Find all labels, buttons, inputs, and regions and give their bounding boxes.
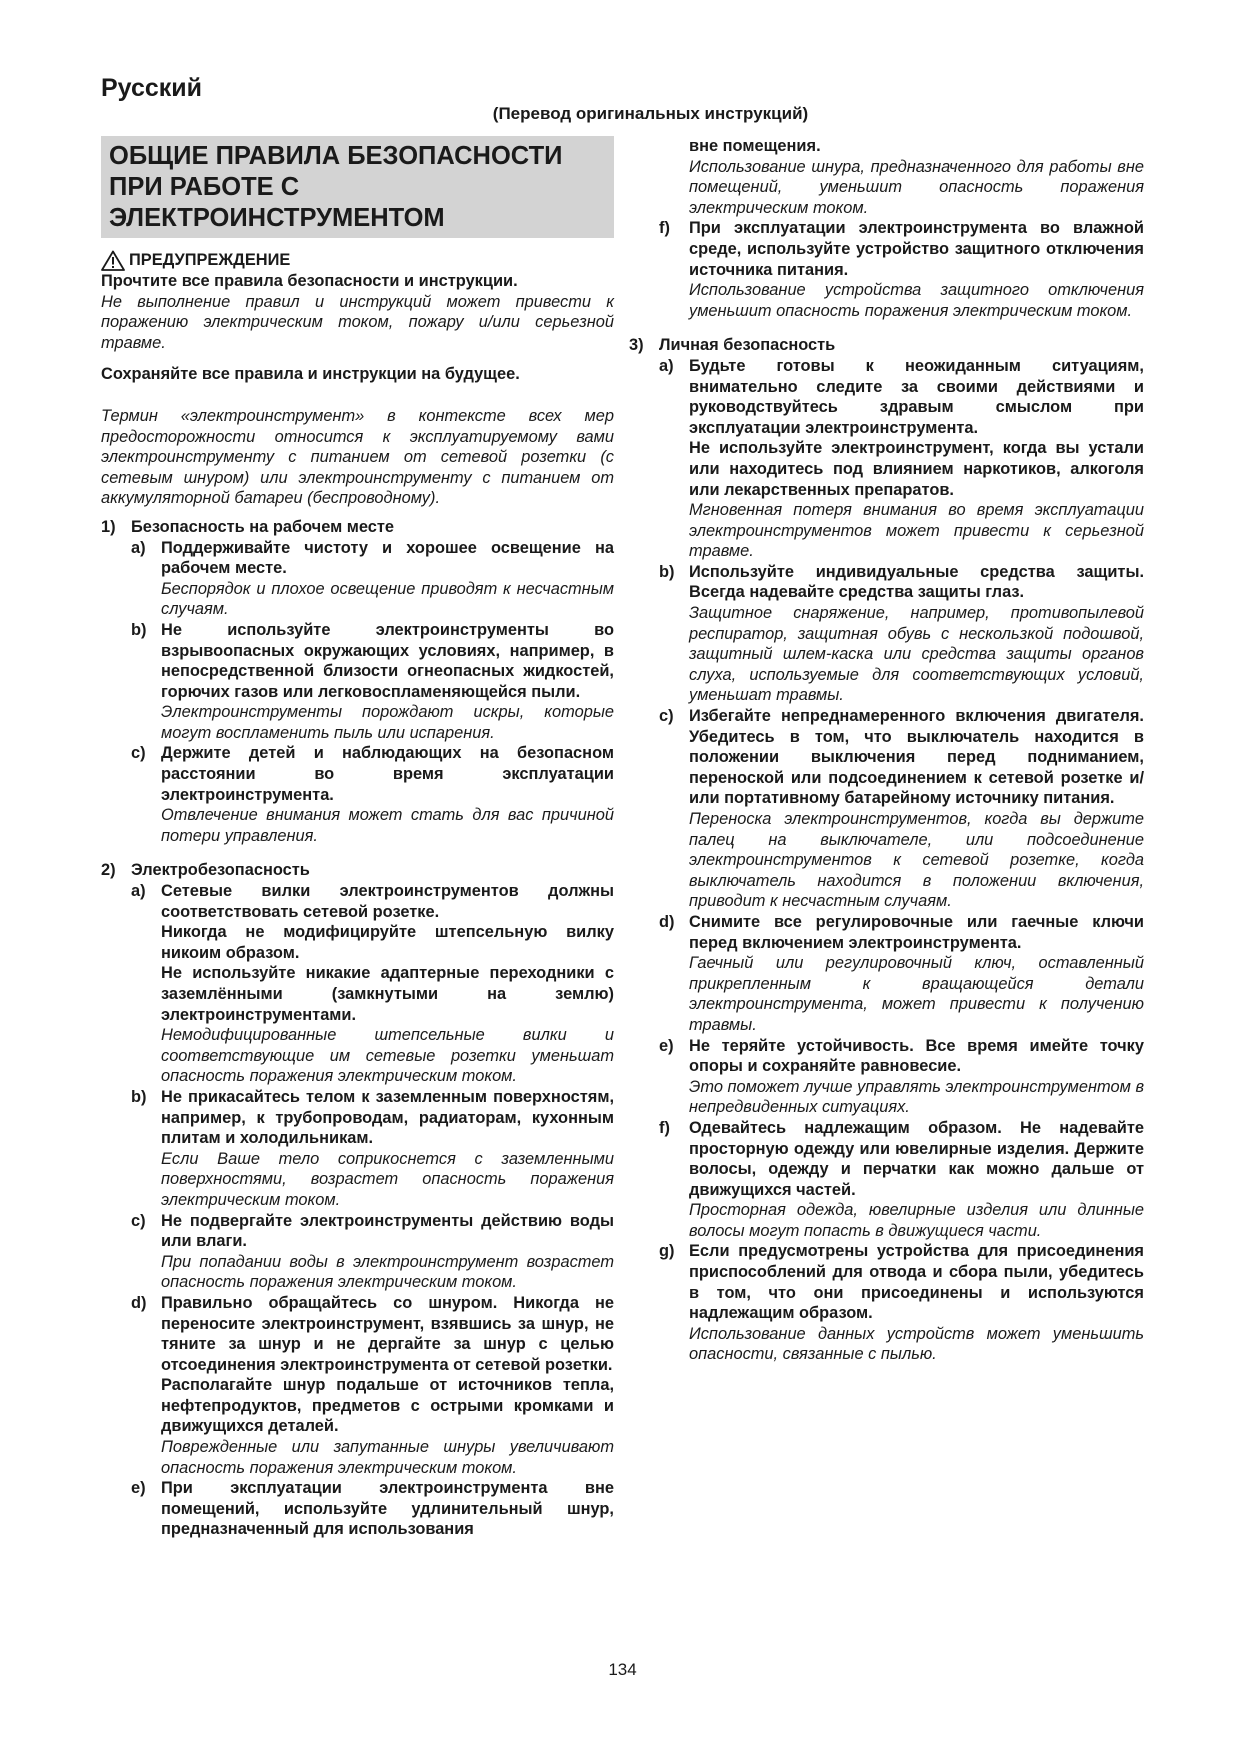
item-italic: Защитное снаряжение, например, противопылевой респиратор, защитная обувь с нескользкой подошвой, защитный шлем-каска или средства защиты органов слуха, используемые для соответствующих условий, уменьшат травмы. [689, 604, 1144, 705]
section-2-heading [101, 860, 614, 881]
item-letter: d) [131, 1293, 147, 1312]
item-bold: Будьте готовы к неожиданным ситуациям, внимательно следите за своими действиями и руководствуйтесь здравым смыслом при эксплуатации электроинструмента. [689, 356, 1144, 437]
section-title-text: Безопасность на рабочем месте [131, 517, 395, 536]
item-bold: Сетевые вилки электроинструментов должны соответствовать сетевой розетке. [161, 882, 614, 921]
item-letter: a) [131, 882, 146, 901]
list-item [659, 1241, 1144, 1365]
item-bold: Поддерживайте чистоту и хорошее освещение на рабочем месте. [161, 538, 614, 578]
list-item [659, 1036, 1144, 1118]
right-column [629, 136, 1144, 1365]
section-number: 3) [629, 336, 644, 355]
item-bold: Не прикасайтесь телом к заземленным поверхностям, например, к трубопроводам, радиаторам, кухонным плитам и холодильникам. [161, 1087, 614, 1148]
warning-label: ПРЕДУПРЕЖДЕНИЕ [129, 251, 291, 270]
save-note: Сохраняйте все правила и инструкции на будущее. [101, 365, 520, 384]
list-item [659, 218, 1144, 321]
item-bold: Если предусмотрены устройства для присоединения приспособлений для отвода и сбора пыли, убедитесь в том, что они присоединены и используются надлежащим образом. [689, 1242, 1144, 1323]
item-letter: a) [131, 538, 146, 557]
warning-triangle-icon [101, 250, 125, 271]
item-bold: Избегайте непреднамеренного включения двигателя. Убедитесь в том, что выключатель находится в положении выключения перед подниманием, переноской или подсоединением к сетевой розетке и/или портативному батарейному источнику питания. [689, 707, 1144, 808]
item-letter: f) [659, 1118, 670, 1137]
item-letter: a) [659, 356, 674, 375]
item-italic: Переноска электроинструментов, когда вы держите палец на выключателе, или подсоединение электроинструментов к сетевой розетке, когда выключатель находится в положении включения, приводит к несчастным случаям. [689, 810, 1144, 911]
item-bold: При эксплуатации электроинструмента во влажной среде, используйте устройство защитного отключения источника питания. [689, 219, 1144, 279]
item-bold: Располагайте шнур подальше от источников тепла, нефтепродуктов, предметов с острыми кромками и движущихся деталей. [161, 1376, 614, 1436]
item-italic: Мгновенная потеря внимания во время эксплуатации электроинструментов может привести к серьезной травме. [689, 501, 1144, 561]
item-italic: Использование данных устройств может уменьшить опасности, связанные с пылью. [689, 1324, 1144, 1364]
item-bold: Не используйте электроинструменты во взрывоопасных окружающих условиях, например, в непосредственной близости огнеопасных жидкостей, горючих газов или легковоспламеняющейся пыли. [161, 620, 614, 701]
warning-bold-text: Прочтите все правила безопасности и инструкции. [101, 272, 518, 290]
section-1-heading [101, 517, 614, 538]
item-italic: Использование шнура, предназначенного для работы вне помещений, уменьшит опасность поражения электрическим током. [689, 157, 1144, 217]
item-italic: Если Ваше тело соприкоснется с заземленными поверхностями, возрастет опасность поражения электрическим током. [161, 1149, 614, 1209]
list-item [131, 881, 614, 1087]
item-bold: При эксплуатации электроинструмента вне помещений, используйте удлинительный шнур, предназначенный для использования [161, 1479, 614, 1539]
item-letter: g) [659, 1242, 675, 1261]
item-italic: Гаечный или регулировочный ключ, оставленный прикрепленным к вращающейся детали электроинструмента, может привести к получению травмы. [689, 954, 1144, 1034]
item-letter: c) [131, 744, 146, 763]
item-bold: Правильно обращайтесь со шнуром. Никогда не переносите электроинструмент, взявшись за шнур, не тяните за шнур и не дергайте за шнур с целью отсоединения электроинструмента от сетевой розетки. [161, 1293, 614, 1374]
item-italic: Использование устройства защитного отключения уменьшит опасность поражения электрическим током. [689, 281, 1144, 320]
list-item [659, 562, 1144, 706]
item-letter: e) [659, 1036, 674, 1055]
item-italic: Немодифицированные штепсельные вилки и соответствующие им сетевые розетки уменьшат опасность поражения электрическим током. [161, 1026, 614, 1086]
section-title-text: Электробезопасность [131, 861, 310, 880]
item-letter: b) [131, 1087, 147, 1106]
section-3-heading [629, 335, 1144, 356]
item-letter: d) [659, 912, 675, 931]
list-item [131, 538, 614, 620]
term-note: Термин «электроинструмент» в контексте всех мер предосторожности относится к эксплуатируемому вами электроинструменту с питанием от сетевой розетки (с сетевым шнуром) или электроинструменту с питанием от аккумуляторной батареи (беспроводному). [101, 406, 614, 508]
section-number: 1) [101, 517, 116, 536]
warning-heading [101, 250, 614, 271]
page-number: 134 [608, 1660, 637, 1679]
list-item [659, 1118, 1144, 1242]
translation-note: (Перевод оригинальных инструкций) [492, 104, 809, 123]
item-letter: f) [659, 219, 670, 238]
item-italic: Поврежденные или запутанные шнуры увеличивают опасность поражения электрическим током. [161, 1438, 614, 1477]
list-item-continued [689, 136, 1144, 218]
item-italic: Отвлечение внимания может стать для вас причиной потери управления. [161, 806, 614, 845]
item-bold: Не используйте электроинструмент, когда вы устали или находитесь под влиянием наркотиков, алкоголя или лекарственных препаратов. [689, 439, 1144, 499]
list-item [131, 743, 614, 846]
item-bold: Не подвергайте электроинструменты действию воды или влаги. [161, 1211, 614, 1251]
item-bold: Не теряйте устойчивость. Все время имейте точку опоры и сохраняйте равновесие. [689, 1036, 1144, 1076]
item-italic: Беспорядок и плохое освещение приводят к несчастным случаям. [161, 579, 614, 619]
item-bold: вне помещения. [689, 137, 821, 155]
item-italic: Электроинструменты порождают искры, которые могут воспламенить пыль или испарения. [161, 703, 614, 742]
section-title-text: Личная безопасность [659, 336, 836, 355]
item-letter: b) [131, 620, 147, 639]
section-number: 2) [101, 861, 116, 880]
left-column [101, 136, 614, 1540]
item-italic: Просторная одежда, ювелирные изделия или длинные волосы могут попасть в движущиеся части. [689, 1201, 1144, 1240]
warning-italic-text: Не выполнение правил и инструкций может привести к поражению электрическим током, пожару и/или серьезной травме. [101, 292, 614, 352]
list-item [659, 706, 1144, 912]
list-item [131, 1478, 614, 1540]
item-bold: Снимите все регулировочные или гаечные ключи перед включением электроинструмента. [689, 912, 1144, 952]
item-italic: Это поможет лучше управлять электроинструментом в непредвиденных ситуациях. [689, 1077, 1144, 1117]
item-letter: c) [659, 707, 674, 726]
item-italic: При попадании воды в электроинструмент возрастет опасность поражения электрическим током. [161, 1252, 614, 1292]
list-item [131, 620, 614, 744]
list-item [659, 912, 1144, 1036]
item-bold: Не используйте никакие адаптерные переходники с заземлёнными (замкнутыми на землю) электроинструментами. [161, 964, 614, 1024]
item-letter: c) [131, 1211, 146, 1230]
list-item [131, 1087, 614, 1211]
section-title: ОБЩИЕ ПРАВИЛА БЕЗОПАСНОСТИ ПРИ РАБОТЕ С ЭЛЕКТРОИНСТРУМЕНТОМ [101, 136, 614, 238]
list-item [131, 1211, 614, 1293]
item-bold: Никогда не модифицируйте штепсельную вилку никоим образом. [161, 923, 614, 962]
item-letter: b) [659, 562, 675, 581]
list-item [131, 1293, 614, 1478]
language-heading: Русский [101, 74, 203, 102]
item-bold: Держите детей и наблюдающих на безопасном расстоянии во время эксплуатации электроинструмента. [161, 744, 614, 804]
item-bold: Одевайтесь надлежащим образом. Не надевайте просторную одежду или ювелирные изделия. Держите волосы, одежду и перчатки как можно дальше от движущихся частей. [689, 1118, 1144, 1199]
list-item [659, 356, 1144, 562]
item-bold: Используйте индивидуальные средства защиты. Всегда надевайте средства защиты глаз. [689, 562, 1144, 602]
item-letter: e) [131, 1479, 146, 1498]
